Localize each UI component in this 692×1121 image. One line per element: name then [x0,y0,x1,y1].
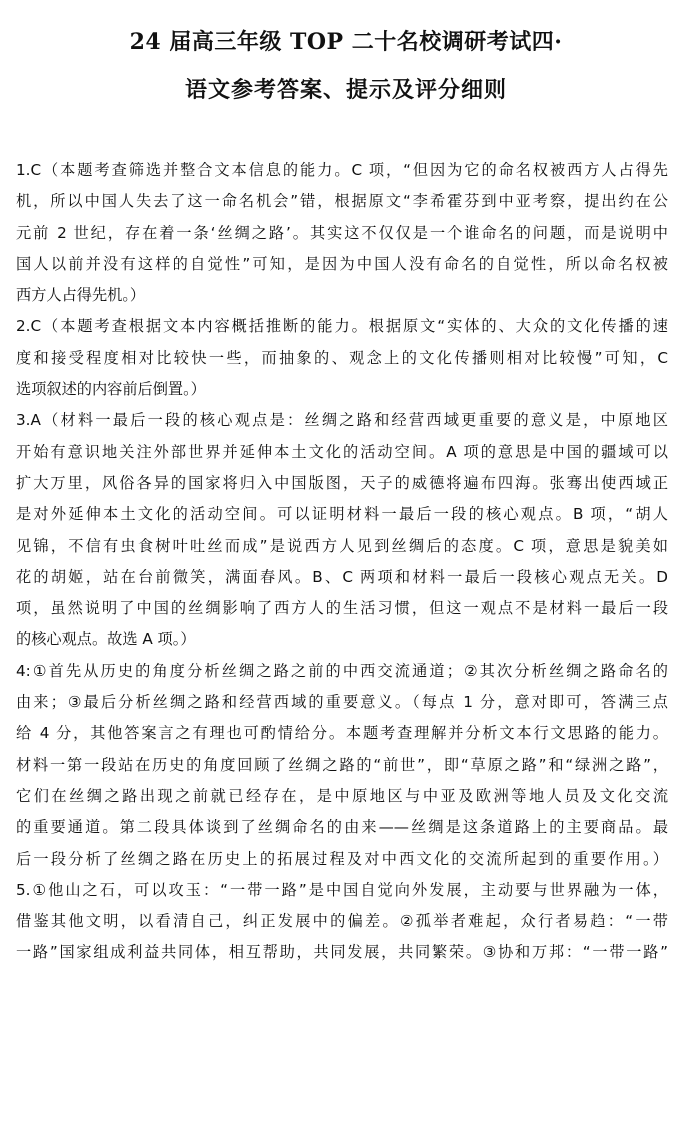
answer-3-line: 扩大万里，风俗各异的国家将归入中国版图，天子的威德将遍布四海。张骞出使西域正 [16,473,668,492]
answer-1-line: 国人以前并没有这样的自觉性”可知，是因为中国人没有命名的自觉性，所以命名权被 [16,254,668,273]
answer-body [16,155,668,969]
answer-5-line: 借鉴其他文明，以看清自己，纠正发展中的偏差。②孤举者难起，众行者易趋：“一带 [16,912,668,931]
answer-1-line: 机，所以中国人失去了这一命名机会”错，根据原文“李希霍芬到中亚考察，提出约在公 [16,192,668,211]
answer-2-line: 选项叙述的内容前后倒置。） [16,380,206,399]
answer-1-line: 1.C（本题考查筛选并整合文本信息的能力。C 项，“但因为它的命名权被西方人占得先 [16,161,668,179]
answer-2 [16,311,668,405]
answer-4-line: 材料一第一段站在历史的角度回顾了丝绸之路的“前世”，即“草原之路”和“绿洲之路”， [16,755,668,774]
document-title-line-1: 24 届高三年级 TOP 二十名校调研考试四· [129,29,563,55]
answer-5-line: 一路”国家组成利益共同体，相互帮助，共同发展，共同繁荣。③协和万邦：“一带一路” [16,943,668,962]
answer-1 [16,155,668,311]
answer-1-line: 元前 2 世纪，存在着一条‘丝绸之路’。其实这不仅仅是一个谁命名的问题，而是说明中 [16,223,668,242]
answer-3-line: 是对外延伸本土文化的活动空间。可以证明材料一最后一段的核心观点。B 项，“胡人 [16,505,668,524]
answer-3-line: 开始有意识地关注外部世界并延伸本土文化的活动空间。A 项的意思是中国的疆域可以 [16,442,668,461]
answer-3-line: 3.A（材料一最后一段的核心观点是：丝绸之路和经营西域更重要的意义是，中原地区 [16,411,668,430]
answer-4-line: 的重要通道。第二段具体谈到了丝绸命名的由来——丝绸是这条道路上的主要商品。最 [16,818,668,837]
answer-1-line: 西方人占得先机。） [16,286,146,305]
answer-2-line: 2.C（本题考查根据文本内容概括推断的能力。根据原文“实体的、大众的文化传播的速 [16,317,668,336]
answer-4-line: 由来；③最后分析丝绸之路和经营西域的重要意义。（每点 1 分，意对即可，答满三点 [16,693,668,712]
document-title-line-2: 语文参考答案、提示及评分细则 [184,77,507,103]
answer-3-line: 的核心观点。故选 A 项。） [16,630,196,649]
answer-4-line: 它们在丝绸之路出现之前就已经存在，是中原地区与中亚及欧洲等地人员及文化交流 [16,786,668,805]
answer-3-line: 项，虽然说明了中国的丝绸影响了西方人的生活习惯，但这一观点不是材料一最后一段 [16,599,668,618]
answer-2-line: 度和接受程度相对比较快一些，而抽象的、观念上的文化传播则相对比较慢”可知，C [16,348,668,367]
answer-3 [16,405,668,655]
answer-4-line: 给 4 分，其他答案言之有理也可酌情给分。本题考查理解并分析文本行文思路的能力。 [16,724,668,743]
answer-5 [16,875,668,969]
answer-4-line: 4:①首先从历史的角度分析丝绸之路之前的中西交流通道；②其次分析丝绸之路命名的 [16,661,668,680]
answer-4-line: 后一段分析了丝绸之路在历史上的拓展过程及对中西文化的交流所起到的重要作用。） [16,849,668,868]
answer-3-line: 见锦，不信有虫食树叶吐丝而成”是说西方人见到丝绸后的态度。C 项，意思是貌美如 [16,536,668,555]
answer-3-line: 花的胡姬，站在台前微笑，满面春风。B、C 两项和材料一最后一段核心观点无关。D [16,567,668,586]
answer-4 [16,656,668,875]
answer-5-line: 5.①他山之石，可以攻玉：“一带一路”是中国自觉向外发展，主动要与世界融为一体， [16,880,668,899]
